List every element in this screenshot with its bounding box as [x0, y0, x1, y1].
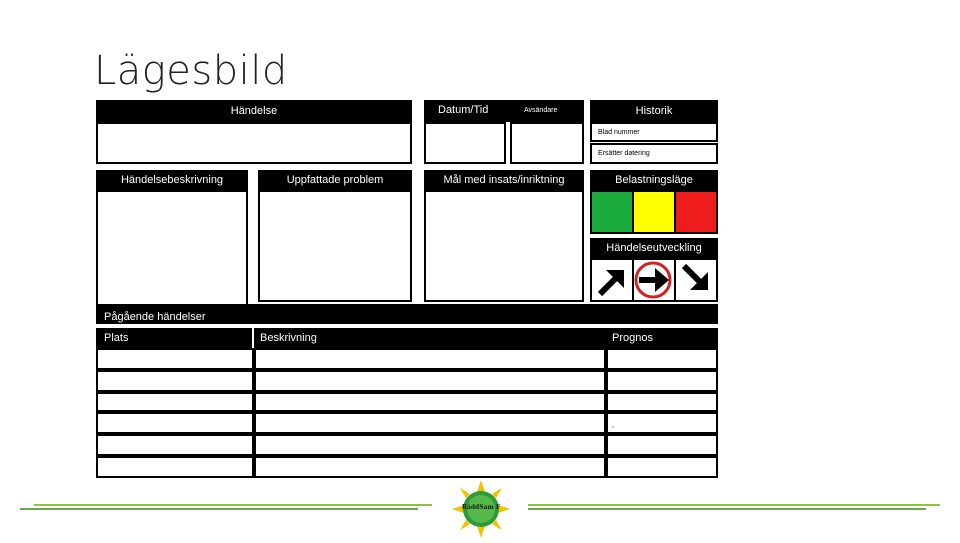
blad-nummer-label: Blad nummer	[598, 129, 640, 136]
table-cell[interactable]	[254, 434, 606, 456]
arrow-down-right-button[interactable]	[676, 260, 716, 300]
table-cell[interactable]	[254, 392, 606, 412]
table-cell[interactable]	[254, 370, 606, 392]
header-belastningslage	[590, 170, 718, 190]
header-avsandare-label: Avsändare	[524, 107, 558, 114]
handelsebeskrivning-label: Händelsebeskrivning	[120, 174, 224, 186]
arrow-down-right-icon	[676, 260, 716, 300]
handelse-field[interactable]	[96, 122, 412, 164]
table-cell[interactable]	[606, 456, 718, 478]
table-cell[interactable]	[96, 412, 254, 434]
header-handelse	[96, 100, 412, 122]
table-cell[interactable]	[606, 392, 718, 412]
header-handelsebeskrivning	[96, 170, 248, 190]
table-cell[interactable]	[96, 392, 254, 412]
col-prognos-label: Prognos	[612, 332, 653, 344]
header-datum-avsandare	[424, 100, 584, 122]
header-datum-label: Datum/Tid	[438, 104, 489, 116]
table-cell[interactable]	[606, 434, 718, 456]
uppfattade-problem-field[interactable]	[258, 190, 412, 302]
table-cell[interactable]	[254, 412, 606, 434]
page-title: Lägesbild	[94, 48, 288, 94]
table-cell[interactable]	[606, 370, 718, 392]
development-arrows	[590, 258, 718, 302]
raddsam-logo	[452, 480, 510, 538]
avsandare-field[interactable]	[510, 122, 584, 164]
col-plats-label: Plats	[104, 332, 129, 344]
mal-med-insats-label: Mål med insats/inriktning	[443, 174, 565, 186]
load-green[interactable]	[592, 192, 632, 232]
ersatter-datering-field[interactable]	[590, 143, 718, 164]
ersatter-datering-label: Ersätter datering	[598, 150, 650, 157]
belastningslage-label: Belastningsläge	[615, 174, 693, 186]
footer-stripe-right	[528, 504, 942, 510]
load-red[interactable]	[676, 192, 716, 232]
header-mal-med-insats	[424, 170, 584, 190]
col-beskrivning-label: Beskrivning	[260, 332, 317, 344]
header-historik-label: Historik	[635, 105, 673, 117]
col-divider	[252, 328, 254, 348]
arrow-right-button[interactable]	[634, 260, 674, 300]
blad-nummer-field[interactable]	[590, 122, 718, 142]
ongoing-columns	[96, 328, 718, 348]
table-cell[interactable]	[254, 456, 606, 478]
table-cell[interactable]	[96, 348, 254, 370]
table-cell[interactable]	[606, 412, 718, 434]
header-historik	[590, 100, 718, 122]
table-cell[interactable]	[96, 434, 254, 456]
header-uppfattade-problem	[258, 170, 412, 190]
uppfattade-problem-label: Uppfattade problem	[286, 174, 384, 186]
load-yellow[interactable]	[634, 192, 674, 232]
table-cell[interactable]	[254, 348, 606, 370]
mal-med-insats-field[interactable]	[424, 190, 584, 302]
handelseutveckling-label: Händelseutveckling	[606, 242, 702, 254]
load-level-indicator	[590, 190, 718, 234]
logo-text: RäddSam F	[461, 504, 501, 511]
header-handelseutveckling	[590, 238, 718, 258]
header-handelse-label: Händelse	[230, 105, 278, 117]
arrow-up-right-icon	[592, 260, 632, 300]
table-cell[interactable]	[96, 370, 254, 392]
arrow-up-right-button[interactable]	[592, 260, 632, 300]
footer-stripe-left	[20, 504, 432, 510]
arrow-right-icon	[633, 258, 675, 302]
row-mark: ,	[612, 422, 614, 429]
table-cell[interactable]	[606, 348, 718, 370]
ongoing-title: Pågående händelser	[104, 311, 206, 323]
handelsebeskrivning-field[interactable]	[96, 190, 248, 306]
table-cell[interactable]	[96, 456, 254, 478]
ongoing-header	[96, 304, 718, 324]
datum-tid-field[interactable]	[424, 122, 506, 164]
